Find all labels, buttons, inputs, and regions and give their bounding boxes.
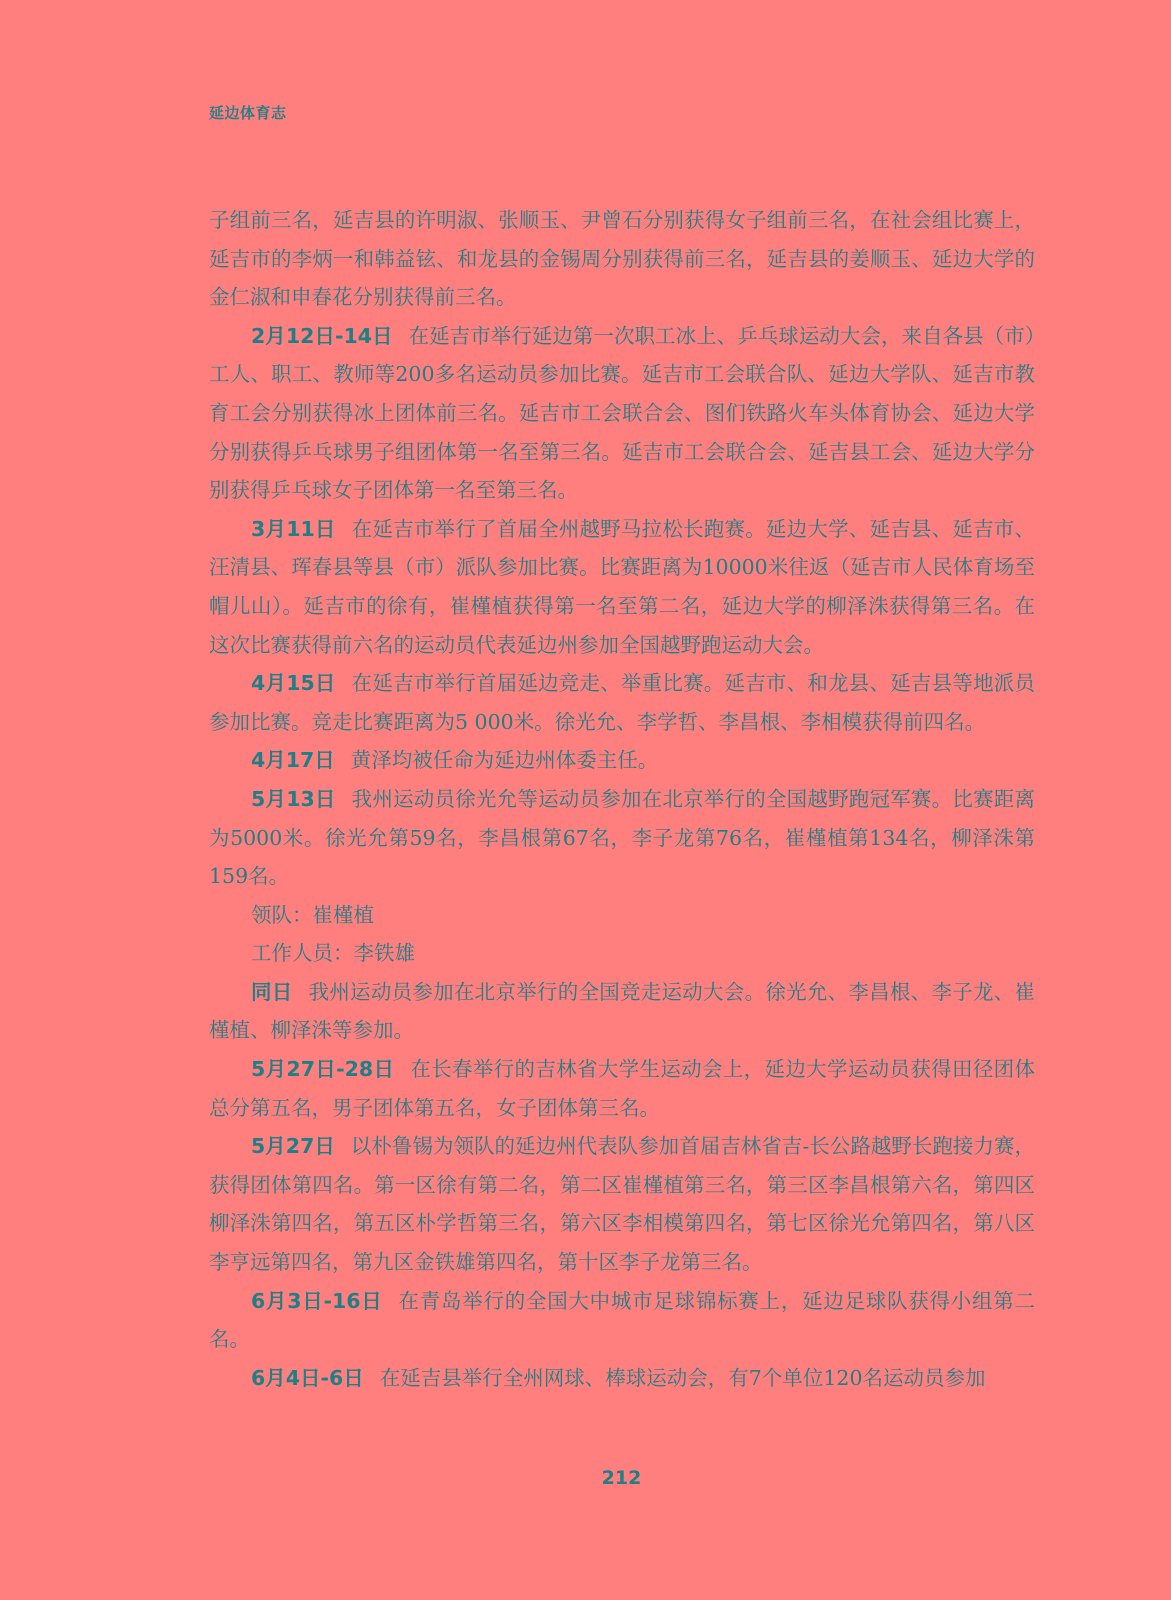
- entry-date: 3月11日: [251, 516, 336, 541]
- paragraph-continuation: [209, 201, 1035, 317]
- entry-text: 在延吉市举行延边第一次职工冰上、乒乓球运动大会，来自各县（市）工人、职工、教师等200多名运动员参加比赛。延吉市工会联合队、延边大学队、延吉市教育工会分别获得冰上团体前三名。延吉市工会联合会、图们铁路火车头体育协会、延边大学分别获得乒乓球男子组团体第一名至第三名。延吉市工会联合会、延吉县工会、延边大学分别获得乒乓球女子团体第一名至第三名。: [209, 323, 1036, 503]
- entry-text: 工作人员：李铁雄: [251, 941, 415, 966]
- entry-paragraph: [209, 664, 1035, 741]
- entry-text: 在青岛举行的全国大中城市足球锦标赛上，延边足球队获得小组第二名。: [209, 1288, 1035, 1352]
- entry-date: 5月13日: [251, 786, 336, 811]
- entry-paragraph: [209, 1282, 1035, 1359]
- entry-date: 6月4日-6日: [251, 1365, 364, 1390]
- page-number: 212: [601, 1467, 642, 1489]
- entry-date: 5月27日-28日: [251, 1057, 395, 1082]
- entry-paragraph: [209, 510, 1035, 664]
- entry-paragraph: [209, 896, 1035, 935]
- entry-date: 4月15日: [251, 671, 336, 696]
- entry-paragraph: [209, 741, 1035, 780]
- entry-text: 我州运动员参加在北京举行的全国竞走运动大会。徐光允、李昌根、李子龙、崔槿植、柳泽洙等参加。: [209, 979, 1036, 1043]
- entry-paragraph: [209, 934, 1035, 973]
- entry-paragraph: [209, 317, 1035, 510]
- entry-text: 我州运动员徐光允等运动员参加在北京举行的全国越野跑冠军赛。比赛距离为5000米。徐光允第59名，李昌根第67名，李子龙第76名，崔槿植第134名，柳泽洙第159名。: [209, 786, 1036, 889]
- entry-date: 5月27日: [251, 1134, 335, 1159]
- body-text: [209, 201, 1035, 1397]
- entry-paragraph: [209, 973, 1035, 1050]
- entry-paragraph: [209, 1050, 1035, 1127]
- entry-text: 以朴鲁锡为领队的延边州代表队参加首届吉林省吉-长公路越野长跑接力赛，获得团体第四名。第一区徐有第二名，第二区崔槿植第三名，第三区李昌根第六名，第四区柳泽洙第四名，第五区朴学哲第三名，第六区李相模第四名，第七区徐光允第四名，第八区李亨远第四名，第九区金铁雄第四名，第十区李子龙第三名。: [209, 1134, 1035, 1275]
- entry-date: 4月17日: [251, 748, 335, 773]
- entry-text: 在长春举行的吉林省大学生运动会上，延边大学运动员获得田径团体总分第五名，男子团体第五名，女子团体第三名。: [209, 1057, 1036, 1120]
- entry-date: 2月12日-14日: [251, 323, 393, 348]
- running-header: 延边体育志: [209, 104, 287, 122]
- entry-text: 在延吉市举行首届延边竞走、举重比赛。延吉市、和龙县、延吉县等地派员参加比赛。竞走比赛距离为5 000米。徐光允、李学哲、李昌根、李相模获得前四名。: [209, 671, 1036, 734]
- entry-text: 在延吉市举行了首届全州越野马拉松长跑赛。延边大学、延吉县、延吉市、汪清县、珲春县等县（市）派队参加比赛。比赛距离为10000米往返（延吉市人民体育场至帽儿山）。延吉市的徐有，崔槿植获得第一名至第二名，延边大学的柳泽洙获得第三名。在这次比赛获得前六名的运动员代表延边州参加全国越野跑运动大会。: [209, 516, 1036, 657]
- entry-text: 在延吉县举行全州网球、棒球运动会，有7个单位120名运动员参加: [379, 1365, 986, 1390]
- entry-text: 领队：崔槿植: [251, 902, 374, 927]
- entry-paragraph: [209, 780, 1035, 896]
- entry-paragraph: [209, 1359, 1035, 1398]
- entry-date: 6月3日-16日: [251, 1288, 383, 1313]
- entry-date: 同日: [251, 979, 293, 1004]
- entry-text: 黄泽均被任命为延边州体委主任。: [350, 748, 659, 773]
- entry-paragraph: [209, 1127, 1035, 1281]
- paragraph-text: 子组前三名，延吉县的许明淑、张顺玉、尹曾石分别获得女子组前三名，在社会组比赛上，延吉市的李炳一和韩益铉、和龙县的金锡周分别获得前三名，延吉县的姜顺玉、延边大学的金仁淑和申春花分别获得前三名。: [209, 208, 1035, 310]
